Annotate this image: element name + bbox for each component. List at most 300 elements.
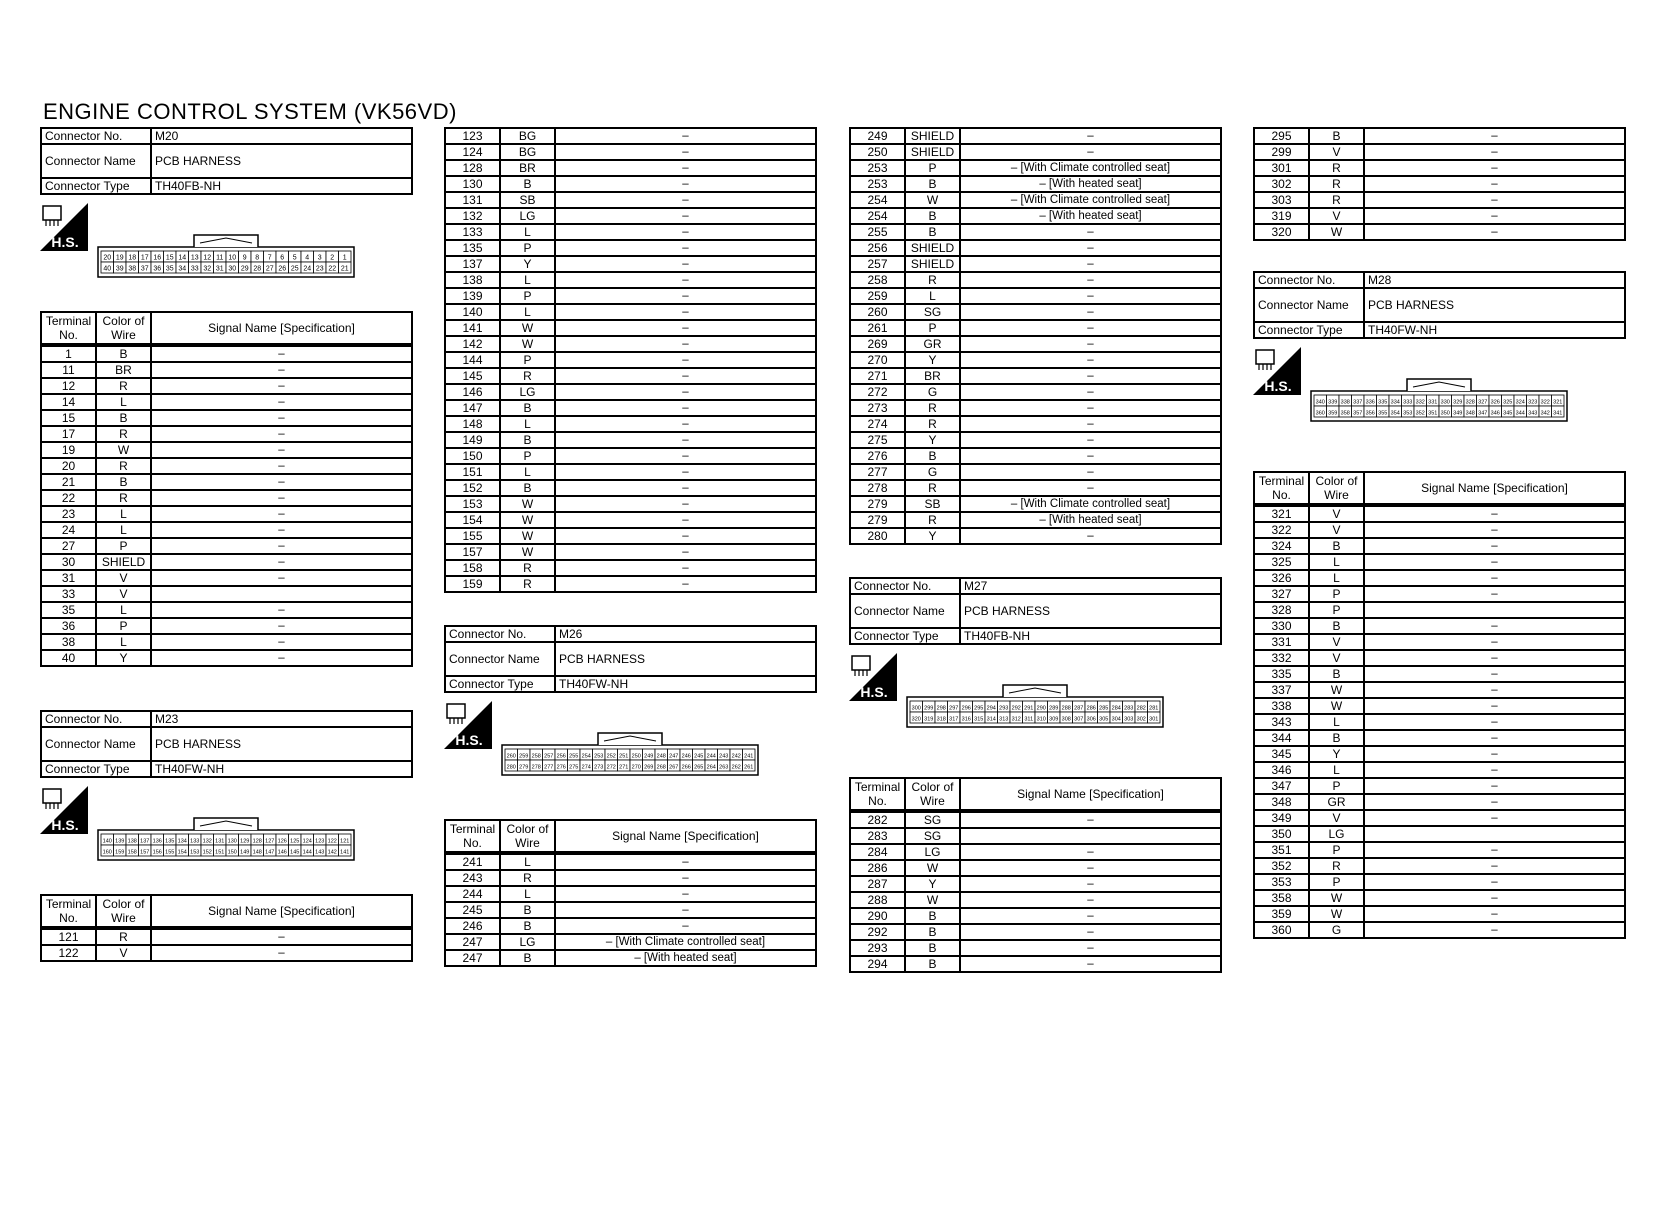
pin-number: 342 <box>1540 410 1550 417</box>
pin-number: 2 <box>330 254 335 262</box>
terminal-no-cell: 151 <box>445 464 500 480</box>
color-of-wire-cell: L <box>1309 554 1364 570</box>
signal-name-cell: – <box>960 464 1221 480</box>
color-of-wire-cell: P <box>500 240 555 256</box>
pin-number: 347 <box>1478 410 1488 417</box>
terminal-no-cell: 20 <box>41 458 96 474</box>
pin-number: 330 <box>1440 399 1450 406</box>
terminal-no-cell: 303 <box>1254 192 1309 208</box>
connector-m27-diagram <box>849 645 1222 733</box>
terminal-no-cell: 153 <box>445 496 500 512</box>
terminal-no-cell: 335 <box>1254 666 1309 682</box>
signal-name-cell: – <box>555 480 816 496</box>
pin-number: 259 <box>519 753 529 760</box>
table-row <box>41 586 412 602</box>
color-of-wire-cell: Y <box>1309 746 1364 762</box>
signal-name-cell: – <box>960 400 1221 416</box>
table-row <box>41 650 412 666</box>
color-of-wire-cell: V <box>96 945 151 961</box>
color-of-wire-cell: P <box>96 538 151 554</box>
pin-number: 32 <box>203 265 212 273</box>
terminal-no-cell: 325 <box>1254 554 1309 570</box>
pin-number: 348 <box>1465 410 1475 417</box>
color-of-wire-cell: Y <box>905 528 960 544</box>
pin-number: 339 <box>1328 399 1338 406</box>
connector-type-label: Connector Type <box>1254 322 1364 338</box>
harness-side-icon <box>849 653 897 701</box>
pin-number: 351 <box>1428 410 1438 417</box>
color-of-wire-cell: P <box>500 352 555 368</box>
terminal-no-cell: 132 <box>445 208 500 224</box>
terminal-no-cell: 271 <box>850 368 905 384</box>
terminal-table-header <box>40 894 413 928</box>
pin-number: 147 <box>265 849 275 856</box>
signal-name-cell: – <box>960 336 1221 352</box>
signal-name-cell: – <box>960 320 1221 336</box>
connector-latch <box>1407 379 1471 391</box>
color-of-wire-cell: LG <box>500 934 555 950</box>
connector-type-value: TH40FB-NH <box>960 628 1221 644</box>
signal-name-cell: – <box>151 506 412 522</box>
table-row <box>850 812 1221 828</box>
connector-info-row <box>850 594 1221 628</box>
column-2 <box>444 127 817 967</box>
pin-number: 282 <box>1136 705 1146 712</box>
color-of-wire-cell: SB <box>500 192 555 208</box>
pin-number: 247 <box>669 753 679 760</box>
signal-name-cell: – <box>151 945 412 961</box>
color-of-wire-cell: W <box>1309 906 1364 922</box>
signal-name-cell: – <box>1364 128 1625 144</box>
connector-info-row <box>41 727 412 761</box>
color-of-wire-cell: BR <box>905 368 960 384</box>
table-row <box>445 432 816 448</box>
table-row <box>850 416 1221 432</box>
color-of-wire-cell: P <box>500 288 555 304</box>
pin-number: 328 <box>1465 399 1475 406</box>
terminal-no-cell: 121 <box>41 929 96 945</box>
terminal-no-cell: 21 <box>41 474 96 490</box>
signal-name-cell: – <box>555 416 816 432</box>
terminal-table <box>1253 505 1626 939</box>
color-of-wire-cell: BR <box>500 160 555 176</box>
connector-info-row <box>850 628 1221 644</box>
pin-number: 300 <box>911 705 921 712</box>
terminal-no-cell: 256 <box>850 240 905 256</box>
color-of-wire-cell: B <box>905 208 960 224</box>
signal-name-header: Signal Name [Specification] <box>960 778 1221 810</box>
signal-name-header: Signal Name [Specification] <box>151 895 412 927</box>
color-of-wire-cell: BR <box>96 362 151 378</box>
pin-number: 291 <box>1024 705 1034 712</box>
table-row <box>1254 730 1625 746</box>
pin-number: 315 <box>974 716 984 723</box>
terminal-no-cell: 253 <box>850 160 905 176</box>
signal-name-cell: – <box>555 544 816 560</box>
color-of-wire-cell: V <box>1309 208 1364 224</box>
color-of-wire-cell: R <box>905 480 960 496</box>
signal-name-cell: – <box>555 512 816 528</box>
signal-name-cell: – <box>555 192 816 208</box>
signal-name-cell: – <box>960 352 1221 368</box>
connector-name-label: Connector Name <box>41 727 151 761</box>
terminal-no-cell: 142 <box>445 336 500 352</box>
signal-name-cell: – <box>555 288 816 304</box>
connector-info-row <box>41 128 412 144</box>
header-row <box>1254 472 1625 504</box>
color-of-wire-cell: R <box>96 458 151 474</box>
pin-number: 335 <box>1378 399 1388 406</box>
pin-number: 154 <box>177 849 187 856</box>
table-row <box>850 844 1221 860</box>
pin-number: 287 <box>1074 705 1084 712</box>
table-row <box>445 304 816 320</box>
signal-name-cell: – <box>555 384 816 400</box>
pin-number: 143 <box>315 849 325 856</box>
terminal-table <box>1253 127 1626 241</box>
signal-name-cell: – <box>1364 586 1625 602</box>
connector-m27-header <box>849 777 1222 811</box>
terminal-no-cell: 338 <box>1254 698 1309 714</box>
pin-number: 289 <box>1049 705 1059 712</box>
pin-number: 319 <box>924 716 934 723</box>
terminal-no-cell: 157 <box>445 544 500 560</box>
signal-name-cell: – <box>960 908 1221 924</box>
pin-number: 4 <box>305 254 310 262</box>
pin-number: 346 <box>1490 410 1500 417</box>
pin-number: 31 <box>215 265 224 273</box>
signal-name-cell: – <box>555 208 816 224</box>
table-row <box>1254 506 1625 522</box>
pin-number: 320 <box>911 716 921 723</box>
color-of-wire-cell: B <box>500 176 555 192</box>
table-row <box>1254 682 1625 698</box>
terminal-no-cell: 261 <box>850 320 905 336</box>
color-of-wire-cell: L <box>96 394 151 410</box>
pin-number: 325 <box>1503 399 1513 406</box>
table-row <box>41 394 412 410</box>
color-of-wire-cell: G <box>905 464 960 480</box>
signal-name-cell: – <box>1364 506 1625 522</box>
color-of-wire-cell: SHIELD <box>905 144 960 160</box>
pin-number: 317 <box>949 716 959 723</box>
color-of-wire-cell: SG <box>905 828 960 844</box>
pin-number: 305 <box>1099 716 1109 723</box>
pin-number: 27 <box>265 265 274 273</box>
signal-name-cell: – <box>555 464 816 480</box>
terminal-no-cell: 131 <box>445 192 500 208</box>
pin-number: 329 <box>1453 399 1463 406</box>
table-row <box>41 506 412 522</box>
signal-name-cell: – <box>960 304 1221 320</box>
signal-name-cell: – <box>151 346 412 362</box>
color-of-wire-cell: R <box>500 576 555 592</box>
terminal-table <box>444 127 817 593</box>
pin-number: 128 <box>252 838 262 845</box>
header-row <box>850 778 1221 810</box>
pin-number: 263 <box>719 764 729 771</box>
pin-number: 262 <box>731 764 741 771</box>
pin-number: 13 <box>190 254 199 262</box>
connector-m27-rows <box>849 811 1222 973</box>
connector-name-label: Connector Name <box>41 144 151 178</box>
terminal-no-cell: 299 <box>1254 144 1309 160</box>
terminal-no-cell: 1 <box>41 346 96 362</box>
connector-type-value: TH40FW-NH <box>555 676 816 692</box>
color-of-wire-cell: R <box>905 416 960 432</box>
pin-number: 12 <box>203 254 212 262</box>
color-of-wire-cell: L <box>1309 714 1364 730</box>
color-of-wire-cell: L <box>96 522 151 538</box>
color-of-wire-cell: SHIELD <box>96 554 151 570</box>
terminal-no-cell: 159 <box>445 576 500 592</box>
table-row <box>1254 538 1625 554</box>
pin-number: 275 <box>569 764 579 771</box>
color-of-wire-cell: B <box>905 908 960 924</box>
terminal-no-header: Terminal No. <box>41 895 96 927</box>
terminal-no-cell: 38 <box>41 634 96 650</box>
signal-name-cell: – <box>1364 730 1625 746</box>
pin-number: 255 <box>569 753 579 760</box>
terminal-no-cell: 152 <box>445 480 500 496</box>
connector-info-row <box>41 711 412 727</box>
table-row <box>1254 176 1625 192</box>
connector-name-value: PCB HARNESS <box>151 727 412 761</box>
table-row <box>850 940 1221 956</box>
table-row <box>850 208 1221 224</box>
terminal-no-cell: 253 <box>850 176 905 192</box>
pin-number: 242 <box>731 753 741 760</box>
color-of-wire-cell: W <box>500 544 555 560</box>
terminal-no-cell: 255 <box>850 224 905 240</box>
signal-name-cell: – <box>960 144 1221 160</box>
pin-number: 338 <box>1340 399 1350 406</box>
signal-name-cell: – <box>555 352 816 368</box>
connector-m28-rows <box>1253 505 1626 939</box>
color-of-wire-cell: B <box>905 924 960 940</box>
table-row <box>1254 618 1625 634</box>
color-of-wire-cell: B <box>500 480 555 496</box>
pin-number: 322 <box>1540 399 1550 406</box>
color-of-wire-cell: LG <box>500 208 555 224</box>
terminal-no-cell: 254 <box>850 208 905 224</box>
terminal-no-cell: 332 <box>1254 650 1309 666</box>
pin-number: 38 <box>128 265 137 273</box>
table-row <box>41 602 412 618</box>
signal-name-cell: – <box>555 528 816 544</box>
connector-name-label: Connector Name <box>1254 288 1364 322</box>
pin-number: 138 <box>127 838 137 845</box>
color-of-wire-cell: R <box>905 400 960 416</box>
color-of-wire-cell: B <box>1309 666 1364 682</box>
signal-name-cell: – <box>555 448 816 464</box>
terminal-no-cell: 280 <box>850 528 905 544</box>
signal-name-cell: – <box>1364 714 1625 730</box>
terminal-no-cell: 347 <box>1254 778 1309 794</box>
table-row <box>445 528 816 544</box>
terminal-no-cell: 319 <box>1254 208 1309 224</box>
pin-number: 139 <box>115 838 125 845</box>
connector-info-row <box>1254 322 1625 338</box>
terminal-no-cell: 331 <box>1254 634 1309 650</box>
signal-name-cell: – <box>555 272 816 288</box>
table-row <box>445 224 816 240</box>
pin-number: 359 <box>1328 410 1338 417</box>
pin-number: 349 <box>1453 410 1463 417</box>
terminal-table-header <box>849 777 1222 811</box>
signal-name-cell: – <box>555 870 816 886</box>
terminal-no-cell: 150 <box>445 448 500 464</box>
table-row <box>445 886 816 902</box>
color-of-wire-cell: L <box>500 886 555 902</box>
terminal-no-cell: 23 <box>41 506 96 522</box>
table-row <box>1254 634 1625 650</box>
pin-number: 9 <box>242 254 247 262</box>
color-of-wire-cell: L <box>500 464 555 480</box>
table-row <box>445 192 816 208</box>
pin-number: 150 <box>227 849 237 856</box>
pin-number: 267 <box>669 764 679 771</box>
color-of-wire-cell: L <box>500 304 555 320</box>
color-of-wire-cell: B <box>500 400 555 416</box>
pin-number: 34 <box>178 265 187 273</box>
pin-number: 21 <box>340 265 349 273</box>
pin-number: 316 <box>961 716 971 723</box>
pin-number: 246 <box>681 753 691 760</box>
table-row <box>1254 874 1625 890</box>
pin-number: 33 <box>190 265 199 273</box>
signal-name-cell: – <box>555 240 816 256</box>
connector-type-label: Connector Type <box>41 761 151 777</box>
pin-number: 157 <box>140 849 150 856</box>
pin-number: 158 <box>127 849 137 856</box>
pin-number: 243 <box>719 753 729 760</box>
table-row <box>1254 160 1625 176</box>
signal-name-cell <box>960 828 1221 844</box>
connector-face-diagram <box>1253 339 1626 427</box>
pin-number: 15 <box>165 254 174 262</box>
table-row <box>445 496 816 512</box>
signal-name-cell: – <box>151 410 412 426</box>
signal-name-cell: – <box>1364 666 1625 682</box>
pin-number: 268 <box>656 764 666 771</box>
signal-name-cell: – <box>151 650 412 666</box>
signal-name-cell: – <box>960 416 1221 432</box>
signal-name-cell: – <box>1364 682 1625 698</box>
terminal-no-cell: 279 <box>850 496 905 512</box>
pin-number: 308 <box>1061 716 1071 723</box>
table-row <box>850 432 1221 448</box>
color-of-wire-cell: B <box>1309 128 1364 144</box>
signal-name-cell: – <box>1364 634 1625 650</box>
pin-number: 290 <box>1036 705 1046 712</box>
terminal-no-cell: 17 <box>41 426 96 442</box>
table-row <box>850 176 1221 192</box>
color-of-wire-cell: R <box>905 512 960 528</box>
table-row <box>445 384 816 400</box>
connector-info-row <box>1254 272 1625 288</box>
terminal-no-cell: 360 <box>1254 922 1309 938</box>
pin-number: 39 <box>115 265 124 273</box>
terminal-no-cell: 292 <box>850 924 905 940</box>
table-row <box>1254 650 1625 666</box>
table-row <box>850 400 1221 416</box>
table-row <box>445 272 816 288</box>
connector-no-value: M26 <box>555 626 816 642</box>
color-of-wire-cell: G <box>1309 922 1364 938</box>
terminal-table-header <box>1253 471 1626 505</box>
table-row <box>850 192 1221 208</box>
color-of-wire-cell: B <box>500 950 555 966</box>
color-of-wire-cell: L <box>500 224 555 240</box>
signal-name-cell: – <box>1364 698 1625 714</box>
pin-number: 35 <box>165 265 174 273</box>
table-row <box>41 570 412 586</box>
terminal-no-cell: 24 <box>41 522 96 538</box>
terminal-no-cell: 358 <box>1254 890 1309 906</box>
connector-info-table <box>444 625 817 693</box>
terminal-no-cell: 145 <box>445 368 500 384</box>
terminal-no-cell: 128 <box>445 160 500 176</box>
terminal-no-cell: 155 <box>445 528 500 544</box>
connector-face-diagram <box>444 693 817 781</box>
color-of-wire-cell: R <box>1309 858 1364 874</box>
header-row <box>41 895 412 927</box>
color-of-wire-cell: B <box>1309 730 1364 746</box>
signal-name-cell: – <box>1364 746 1625 762</box>
color-of-wire-cell: SHIELD <box>905 256 960 272</box>
connector-m20-rows <box>40 345 413 667</box>
table-row <box>850 876 1221 892</box>
color-of-wire-header: Color of Wire <box>96 312 151 344</box>
signal-name-cell: – <box>1364 522 1625 538</box>
table-row <box>850 320 1221 336</box>
connector-name-value: PCB HARNESS <box>555 642 816 676</box>
signal-name-cell: – <box>1364 858 1625 874</box>
color-of-wire-cell: P <box>1309 602 1364 618</box>
table-row <box>850 224 1221 240</box>
signal-name-cell: – <box>1364 618 1625 634</box>
pin-number: 324 <box>1515 399 1525 406</box>
table-row <box>1254 714 1625 730</box>
connector-m20-info <box>40 127 413 195</box>
signal-name-cell: – <box>555 496 816 512</box>
signal-name-cell <box>1364 602 1625 618</box>
signal-name-cell: – <box>151 394 412 410</box>
connector-no-label: Connector No. <box>1254 272 1364 288</box>
pin-number: 130 <box>227 838 237 845</box>
pin-number: 309 <box>1049 716 1059 723</box>
table-row <box>850 128 1221 144</box>
pin-number: 288 <box>1061 705 1071 712</box>
signal-name-cell: – <box>555 336 816 352</box>
table-row <box>41 378 412 394</box>
table-row <box>850 924 1221 940</box>
signal-name-cell: – <box>151 362 412 378</box>
pin-number: 250 <box>631 753 641 760</box>
terminal-no-cell: 322 <box>1254 522 1309 538</box>
terminal-no-cell: 344 <box>1254 730 1309 746</box>
signal-name-cell: – <box>151 634 412 650</box>
table-row <box>850 512 1221 528</box>
table-row <box>850 480 1221 496</box>
table-row <box>445 950 816 966</box>
terminal-no-cell: 321 <box>1254 506 1309 522</box>
connector-latch <box>194 818 258 830</box>
pin-number: 261 <box>744 764 754 771</box>
table-row <box>850 528 1221 544</box>
pin-number: 251 <box>619 753 629 760</box>
